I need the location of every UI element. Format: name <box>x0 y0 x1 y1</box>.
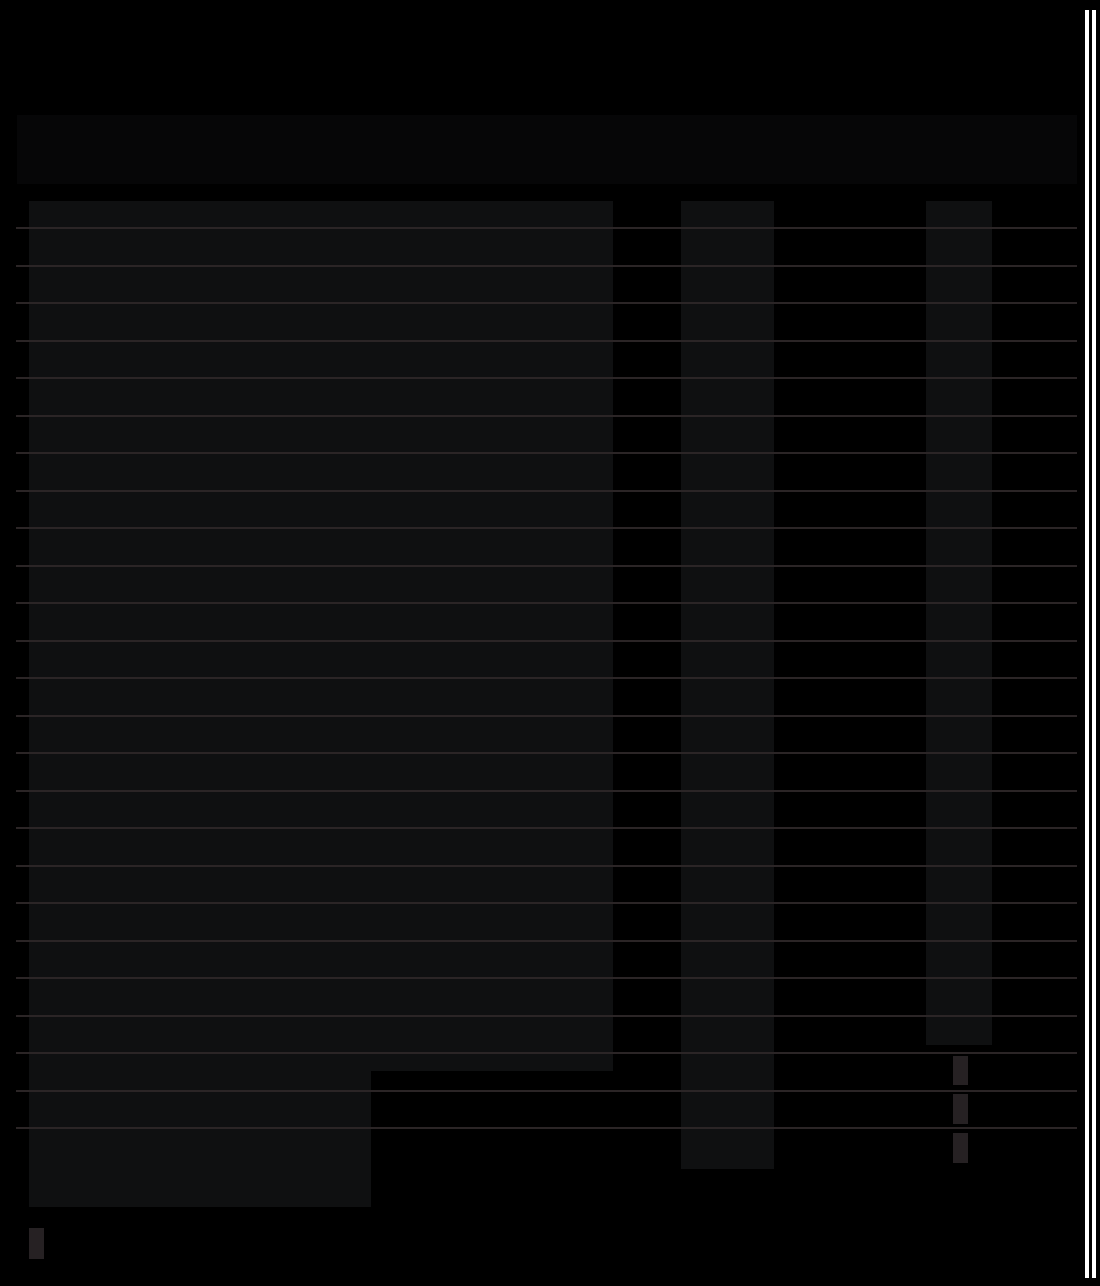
row-divider <box>16 415 1077 417</box>
row-divider <box>16 940 1077 942</box>
scrollbar-track-line[interactable] <box>1092 10 1096 1278</box>
placeholder-chip <box>953 1133 968 1163</box>
row-divider <box>16 1052 1077 1054</box>
placeholder-chip <box>953 1094 968 1124</box>
skeleton-block-col2 <box>681 201 774 1169</box>
row-divider <box>16 1127 1077 1129</box>
row-divider <box>16 565 1077 567</box>
row-divider <box>16 1090 1077 1092</box>
row-divider <box>16 377 1077 379</box>
row-divider <box>16 527 1077 529</box>
row-divider <box>16 227 1077 229</box>
row-divider <box>16 977 1077 979</box>
scrollbar-track-line[interactable] <box>1085 10 1089 1278</box>
row-divider <box>16 640 1077 642</box>
row-divider <box>16 677 1077 679</box>
row-divider <box>16 302 1077 304</box>
placeholder-chip <box>953 1056 968 1085</box>
row-divider <box>16 827 1077 829</box>
row-divider <box>16 865 1077 867</box>
row-divider <box>16 602 1077 604</box>
row-divider <box>16 265 1077 267</box>
placeholder-chip <box>29 1228 44 1259</box>
row-divider <box>16 902 1077 904</box>
row-divider <box>16 452 1077 454</box>
row-divider <box>16 790 1077 792</box>
skeleton-block-col3 <box>926 201 992 1045</box>
row-divider <box>16 340 1077 342</box>
header-band-placeholder <box>17 115 1077 184</box>
row-divider <box>16 752 1077 754</box>
row-divider <box>16 715 1077 717</box>
row-divider <box>16 490 1077 492</box>
row-divider <box>16 1015 1077 1017</box>
